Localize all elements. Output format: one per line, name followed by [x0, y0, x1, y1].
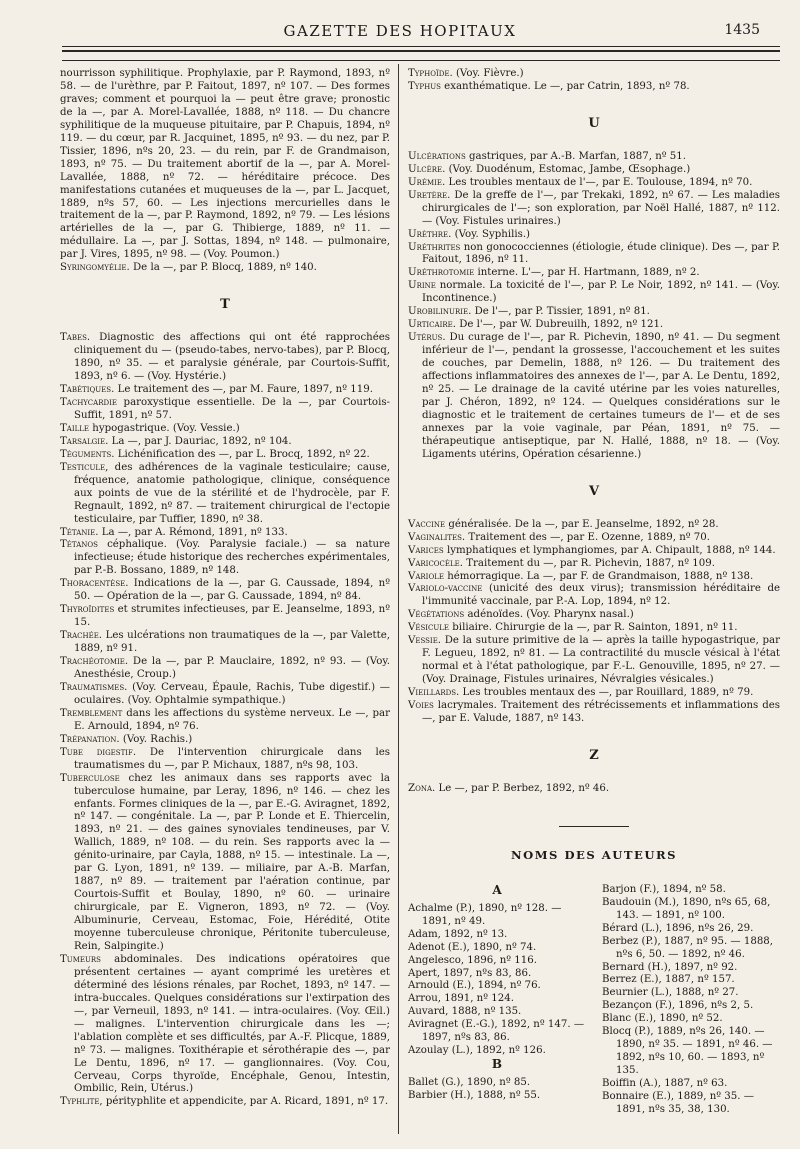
entry-text: (Voy. Duodénum, Estomac, Jambe, Œsophage.)	[445, 163, 691, 175]
entry-text: dans les affections du système nerveux. Le —, par E. Arnould, 1894, nº 76.	[74, 707, 390, 732]
entry-heading: Variolo-vaccine	[408, 583, 483, 595]
author-entry: Arnould (E.), 1894, nº 76.	[408, 980, 541, 992]
section-letter: Z	[589, 747, 599, 763]
author-entry: Arrou, 1891, nº 124.	[408, 993, 514, 1005]
index-column-right	[408, 68, 780, 1117]
index-entry	[408, 519, 780, 532]
header-rule-double	[62, 50, 780, 52]
entry-text: Traitement du —, par R. Pichevin, 1887, nº 109.	[463, 557, 715, 569]
entry-heading: Trachée.	[60, 630, 103, 642]
entry-heading: Trépanation.	[60, 733, 120, 745]
entry-heading: Syringomyélie.	[60, 262, 130, 274]
entry-heading: Vaccine	[408, 518, 446, 530]
index-entry	[60, 734, 390, 747]
index-entry	[60, 773, 390, 954]
page-number: 1435	[724, 22, 760, 38]
entry-text: (Voy. Rachis.)	[119, 733, 193, 745]
entry-heading: Urobilinurie.	[408, 306, 472, 318]
entry-text: hémorragique. La —, par F. de Grandmaison, 1888, nº 138.	[443, 570, 754, 582]
entry-heading: Tabétiques.	[60, 384, 115, 396]
entry-text: Le traitement des —, par M. Faure, 1897, nº 119.	[114, 384, 373, 396]
entry-text: et strumites infectieuses, par E. Jeanselme, 1893, nº 15.	[74, 604, 390, 629]
index-entry	[408, 267, 780, 280]
index-entry	[408, 532, 780, 545]
entry-text: Le —, par P. Berbez, 1892, nº 46.	[435, 782, 610, 794]
running-title: GAZETTE DES HOPITAUX	[283, 22, 517, 40]
index-entry	[408, 151, 780, 164]
entry-text: De la suture primitive de la — après la taille hypogastrique, par F. Legueu, 1892, nº 81. — La contractilité du muscle vésical à l'état normal et à l'état pathologique, par F.-L. Genouville, 1895, nº 27. — (Voy. Drainage, Fistules urinaires, Névralgies vésicales.)	[422, 635, 780, 686]
author-entry: Bezançon (F.), 1896, nºs 2, 5.	[602, 1000, 754, 1012]
entry-text: La —, par A. Rémond, 1891, nº 133.	[98, 526, 288, 538]
index-entry	[408, 609, 780, 622]
index-entry	[408, 687, 780, 700]
index-entry	[60, 604, 390, 630]
authors-column-2	[602, 884, 780, 1117]
entry-text: chez les animaux dans ses rapports avec la tuberculose humaine, par Leray, 1896, nº 146. — chez les enfants. Formes cliniques de la —, par E.-G. Aviragnet, 1892, nº 147. — congénitale. La —, par P. Londe et E. Thiercelin, 1893, nº 21. — des gaines synoviales tendineuses, par V. Wallich, 1889, nº 108. — du rein. Ses rapports avec la — génito-urinaire, par Cayla, 1888, nº 15. — intestinale. La —, par G. Lyon, 1891, nº 139. — miliaire, par A.-B. Marfan, 1887, nº 89. — traitement par l'aération continue, par Courtois-Suffit et Boulay, 1890, nº 60. — urinaire chirurgicale, par E. Vigneron, 1893, nº 72. — (Voy. Albuminurie, Cerveau, Estomac, Foie, Hérédité, Otite moyenne tuberculeuse chronique, Péritonite tuberculeuse, Rein, Salpingite.)	[74, 772, 390, 952]
column-divider	[398, 64, 399, 1134]
entry-text: lymphatiques et lymphangiomes, par A. Chipault, 1888, nº 144.	[443, 544, 776, 556]
entry-text: De l'—, par P. Tissier, 1891, nº 81.	[471, 306, 650, 318]
entry-text: (Voy. Syphilis.)	[451, 228, 531, 240]
entry-heading: Tube digestif.	[60, 746, 137, 758]
index-entry	[408, 332, 780, 462]
index-entry	[408, 622, 780, 635]
index-entry	[60, 682, 390, 708]
index-entry	[60, 262, 390, 275]
index-entry	[408, 164, 780, 177]
index-entry	[408, 280, 780, 306]
entry-heading: Uretère.	[408, 189, 451, 201]
entry-text: gastriques, par A.-B. Marfan, 1887, nº 51.	[465, 150, 687, 162]
entry-heading: Testicule,	[60, 461, 109, 473]
author-entry: Berbez (P.), 1887, nº 95. — 1888, nºs 6, 50. — 1892, nº 46.	[602, 935, 774, 960]
entry-heading: Vaginalites.	[408, 531, 466, 543]
author-entry: Bérard (L.), 1896, nºs 26, 29.	[602, 922, 754, 934]
index-entry	[408, 571, 780, 584]
entry-heading: Thoracentèse.	[60, 578, 129, 590]
section-letter: T	[220, 297, 230, 313]
entry-text: exanthématique. Le —, par Catrin, 1893, nº 78.	[440, 80, 690, 92]
entry-text: lacrymales. Traitement des rétrécissements et inflammations des —, par E. Valude, 1887, nº 143.	[422, 700, 780, 724]
entry-text: Les troubles mentaux de l'—, par E. Toulouse, 1894, nº 70.	[445, 176, 753, 188]
entry-text: hypogastrique. (Voy. Vessie.)	[89, 422, 240, 434]
index-entry	[408, 229, 780, 242]
index-entry	[60, 708, 390, 734]
author-entry: Adenot (E.), 1890, nº 74.	[408, 941, 537, 953]
index-entry	[60, 423, 390, 436]
entry-heading: Typhlite,	[60, 1096, 103, 1108]
entry-heading: Trachéotomie.	[60, 656, 129, 668]
entry-text: Du curage de l'—, par R. Pichevin, 1890, nº 41. — Du segment inférieur de l'—, pendant la grossesse, l'accouchement et les suites de couches, par Demelin, 1888, nº 126. — Du traitement des affections inflammatoires des annexes de l'—, par A. Le Dentu, 1892, nº 25. — Le drainage de la cavité utérine par les voies naturelles, par J. Chéron, 1892, nº 124. — Quelques considérations sur le diagnostic et le traitement de certaines tumeurs de l'— et de ses annexes par la voie vaginale, par Péan, 1891, nº 75. — thérapeutique antiseptique, par N. Hallé, 1888, nº 18. — (Voy. Ligaments utérins, Opération césarienne.)	[422, 332, 780, 460]
index-entry-continued: nourrisson syphilitique. Prophylaxie, par P. Raymond, 1893, nº 58. — de l'urèthre, par P. Faitout, 1897, nº 107. — Des formes graves; comment et pourquoi la — peut être grave; pronostic de la —, par A. Morel-Lavallée, 1888, nº 118. — Du chancre syphilitique de la muqueuse pituitaire, par P. Chapuis, 1894, nº 119. — du cœur, par R. Jacquinet, 1895, nº 93. — du nez, par P. Tissier, 1896, nºs 20, 23. — du rein, par F. de Grandmaison, 1893, nº 75. — Du traitement abortif de la —, par A. Morel-Lavallée, 1888, nº 72. — héréditaire précoce. Des manifestations cutanées et muqueuses de la —, par L. Jacquet, 1889, nºs 57, 60. — Les injections mercurielles dans le traitement de la —, par P. Raymond, 1892, nº 79. — Les lésions artérielles de la —, par G. Thibierge, 1889, nº 11. — médullaire. La —, par J. Sottas, 1894, nº 148. — pulmonaire, par J. Vires, 1895, nº 98. — (Voy. Poumon.)	[60, 68, 390, 261]
entry-heading: Tabes.	[60, 332, 91, 344]
index-entry	[408, 635, 780, 687]
index-entry	[60, 527, 390, 540]
index-entry	[408, 319, 780, 332]
index-entry	[408, 68, 780, 81]
entry-heading: Varicocèle.	[408, 557, 464, 569]
index-entry	[408, 583, 780, 609]
author-entry: Berrez (E.), 1887, nº 157.	[602, 974, 735, 986]
section-letter: V	[588, 483, 600, 499]
author-entry: Blanc (E.), 1890, nº 52.	[602, 1013, 723, 1025]
entry-text: pérityphlite et appendicite, par A. Ricard, 1891, nº 17.	[102, 1096, 389, 1108]
entry-heading: Urèthre.	[408, 228, 452, 240]
index-entry	[60, 449, 390, 462]
entry-text: De la —, par P. Blocq, 1889, nº 140.	[129, 262, 317, 274]
entry-text: De la —, par P. Mauclaire, 1892, nº 93. — (Voy. Anesthésie, Croup.)	[74, 656, 390, 680]
entry-heading: Ulcérations	[408, 150, 466, 162]
authors-column-1	[408, 884, 586, 1117]
index-entry	[60, 462, 390, 527]
entry-text: biliaire. Chirurgie de la —, par R. Sainton, 1891, nº 11.	[449, 622, 738, 634]
index-entry	[60, 539, 390, 578]
entry-heading: Urémie.	[408, 176, 446, 188]
author-entry: Angelesco, 1896, nº 116.	[408, 954, 537, 966]
index-entry	[60, 1096, 390, 1109]
author-entry: Beurnier (L.), 1888, nº 27.	[602, 987, 739, 999]
entry-heading: Tétanos	[60, 539, 98, 551]
author-entry: Auvard, 1888, nº 135.	[408, 1006, 522, 1018]
author-entry: Barjon (F.), 1894, nº 58.	[602, 883, 726, 895]
header-rule-thick	[62, 46, 780, 47]
entry-text: des adhérences de la vaginale testiculaire; cause, fréquence, anatomie pathologique, clinique, conséquence aux points de vue de la stérilité et de l'hydrocèle, par F. Regnault, 1892, nº 87. — traitement chirurgical de l'ectopie testiculaire, par Tuffier, 1890, nº 38.	[74, 461, 390, 525]
author-entry: Apert, 1897, nºs 83, 86.	[408, 967, 532, 979]
entry-text: Indications de la —, par G. Caussade, 1894, nº 50. — Opération de la —, par G. Caussade, 1894, nº 84.	[74, 578, 390, 603]
index-entry	[60, 656, 390, 682]
section-letter: U	[588, 115, 600, 131]
entry-heading: Vésicule	[408, 622, 450, 634]
index-entry	[60, 954, 390, 1096]
author-entry: Bonnaire (E.), 1889, nº 35. — 1891, nºs 35, 38, 130.	[602, 1091, 754, 1115]
entry-text: Lichénification des —, par L. Brocq, 1892, nº 22.	[114, 448, 370, 460]
header-rule-thin	[62, 60, 780, 61]
entry-text: Diagnostic des affections qui ont été rapprochées cliniquement du — (pseudo-tabes, nervo-tabes), par P. Blocq, 1890, nº 35. — et paralysie générale, par Courtois-Suffit, 1893, nº 6. — (Voy. Hystérie.)	[74, 332, 390, 383]
author-entry: Adam, 1892, nº 13.	[408, 928, 508, 940]
entry-text: adénoïdes. (Voy. Pharynx nasal.)	[464, 609, 634, 621]
authors-heading: NOMS DES AUTEURS	[511, 847, 677, 862]
index-entry	[60, 578, 390, 604]
index-column-left	[60, 68, 390, 1109]
author-entry: Bernard (H.), 1897, nº 92.	[602, 961, 738, 973]
entry-heading: Voies	[408, 700, 434, 712]
author-entry: Ballet (G.), 1890, nº 85.	[408, 1077, 531, 1089]
author-entry: Azoulay (L.), 1892, nº 126.	[408, 1045, 546, 1057]
section-letter: A	[492, 882, 502, 897]
index-entry	[408, 242, 780, 268]
entry-heading: Variole	[408, 570, 444, 582]
entry-heading: Taille	[60, 422, 90, 434]
entry-heading: Tarsalgie.	[60, 435, 109, 447]
index-entry	[408, 177, 780, 190]
index-entry	[60, 384, 390, 397]
entry-heading: Vessie.	[408, 635, 442, 647]
section-letter: B	[491, 1057, 503, 1072]
entry-text: (unicité des deux virus); transmission héréditaire de l'immunité vaccinale, par P.-A. Lop, 1894, nº 12.	[422, 583, 780, 608]
entry-text: généralisée. De la —, par E. Jeanselme, 1892, nº 28.	[445, 518, 719, 530]
author-entry: Baudouin (M.), 1890, nºs 65, 68, 143. — 1891, nº 100.	[602, 896, 771, 921]
entry-heading: Zona.	[408, 782, 436, 794]
entry-text: Traitement des —, par E. Ozenne, 1889, nº 70.	[465, 531, 710, 543]
entry-text: céphalique. (Voy. Paralysie faciale.) — sa nature infectieuse; étude historique des recherches expérimentales, par P.-B. Bossano, 1889, nº 148.	[74, 539, 390, 577]
index-entries-right	[408, 68, 780, 796]
author-entry: Blocq (P.), 1889, nºs 26, 140. — 1890, nº 35. — 1891, nº 46. — 1892, nºs 10, 60. — 1893, nº 135.	[602, 1026, 773, 1077]
index-entry	[408, 190, 780, 229]
index-entry	[60, 630, 390, 656]
index-entry	[60, 747, 390, 773]
index-entry	[60, 332, 390, 384]
entry-text: Les troubles mentaux des —, par Rouillard, 1889, nº 79.	[459, 687, 754, 699]
entry-heading: Typhus	[408, 80, 441, 92]
author-entry: Achalme (P.), 1890, nº 128. — 1891, nº 49.	[408, 902, 562, 927]
entry-text: La —, par J. Dauriac, 1892, nº 104.	[108, 435, 292, 447]
entry-heading: Typhoïde.	[408, 68, 453, 79]
entry-heading: Urticaire.	[408, 319, 456, 331]
entry-heading: Tétanie.	[60, 526, 99, 538]
entry-text: abdominales. Des indications opératoires que présentent certaines — ayant comprimé les uretères et déterminé des lésions rénales, par Rochet, 1893, nº 147. — intra-buccales. Quelques considérations sur l'extirpation des —, par Verneuil, 1893, nº 141. — intra-oculaires. (Voy. Œil.) — malignes. L'intervention chirurgicale dans les —; l'ablation complète et ses difficultés, par A.-F. Plicque, 1889, nº 73. — malignes. Toxithérapie et sérothérapie des —, par Le Dentu, 1896, nº 17. — ganglionnaires. (Voy. Cou, Cerveau, Corps thyroïde, Encéphale, Genou, Intestin, Ombilic, Rein, Utérus.)	[74, 953, 390, 1095]
entry-heading: Tumeurs	[60, 953, 101, 965]
index-entry	[408, 306, 780, 319]
entry-text: (Voy. Fièvre.)	[452, 68, 524, 79]
entry-heading: Tuberculose	[60, 772, 120, 784]
entry-text: (Voy. Cerveau, Épaule, Rachis, Tube digestif.) — oculaires. (Voy. Ophtalmie sympathique.)	[74, 681, 390, 706]
entry-heading: Varices	[408, 544, 444, 556]
section-separator	[559, 826, 629, 827]
index-entry	[408, 558, 780, 571]
author-entry: Boiffin (A.), 1887, nº 63.	[602, 1078, 728, 1090]
entry-heading: Traumatismes.	[60, 681, 128, 693]
author-entry: Aviragnet (E.-G.), 1892, nº 147. — 1897, nºs 83, 86.	[408, 1019, 585, 1044]
entry-heading: Vieillards.	[408, 687, 460, 699]
entry-heading: Végétations	[408, 609, 465, 621]
entry-heading: Tachycardie	[60, 396, 117, 408]
index-entry	[408, 81, 780, 94]
index-entry	[60, 397, 390, 423]
entry-heading: Uréthrotomie	[408, 267, 475, 279]
entry-heading: Ulcère.	[408, 163, 446, 175]
entry-text: interne. L'—, par H. Hartmann, 1889, nº 2.	[474, 267, 700, 279]
index-entry	[408, 700, 780, 726]
entry-text: paroxystique essentielle. De la —, par Courtois-Suffit, 1891, nº 57.	[74, 396, 390, 421]
entry-text: Les ulcérations non traumatiques de la —, par Valette, 1889, nº 91.	[74, 630, 390, 655]
entry-text: De l'—, par W. Dubreuilh, 1892, nº 121.	[455, 319, 664, 331]
author-entry: Barbier (H.), 1888, nº 55.	[408, 1090, 541, 1102]
entry-heading: Téguments.	[60, 448, 115, 460]
entry-heading: Thyroïdites	[60, 604, 115, 616]
index-entry	[60, 436, 390, 449]
entry-heading: Urine	[408, 280, 436, 292]
entry-text: De la greffe de l'—, par Trekaki, 1892, nº 67. — Les maladies chirurgicales de l'—; son exploration, par Noël Hallé, 1887, nº 112. — (Voy. Fistules urinaires.)	[422, 189, 780, 227]
entry-text: normale. La toxicité de l'—, par P. Le Noir, 1892, nº 141. — (Voy. Incontinence.)	[422, 280, 780, 305]
authors-index	[408, 884, 780, 1117]
entry-heading: Uréthrites	[408, 241, 461, 253]
index-entry	[408, 545, 780, 558]
index-entry	[408, 783, 780, 796]
entry-text: De l'intervention chirurgicale dans les traumatismes du —, par P. Michaux, 1887, nºs 98, 103.	[74, 746, 390, 771]
entry-heading: Tremblement	[60, 707, 123, 719]
entry-text: non gonococciennes (étiologie, étude clinique). Des —, par P. Faitout, 1896, nº 11.	[422, 241, 780, 266]
entry-heading: Utérus.	[408, 332, 446, 344]
